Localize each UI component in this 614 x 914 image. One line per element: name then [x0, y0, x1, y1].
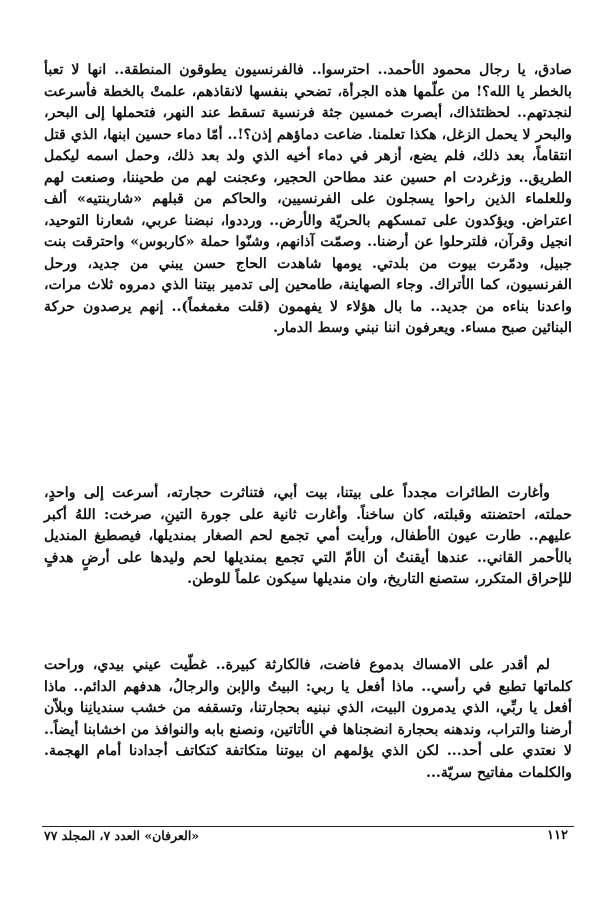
- page-footer: [42, 828, 574, 848]
- paragraph-3-text: لم أقدر على الامساك بدموع فاضت، فالكارثة كبيرة.. غطّيت عيني بيدي، وراحت كلماتها تطبع في رأسي.. ماذا أفعل يا ربي: البيتُ والإبن والرجالُ، هدفهم الدائم.. ماذا أفعل يا ربِّي، الذي يدمرون البيت، الذي نبنيه بحجارتنا، وتسقفه من خشب سنديانِنا وبلاّن أرضنا والتراب، وندهنه بحجارة انضجناها في الأتاتين، ونصنع بابه والنوافذ من اخشابنا أيضاً.. لا نعتدي على أحد... لكن الذي يؤلمهم ان بيوتنا متكاتفة كتكاتف أجدادنا أمام الهجمة. والكلمات مفاتيح سريّة...: [44, 657, 572, 781]
- paragraph-2: [44, 483, 572, 591]
- paragraph-3: [44, 655, 572, 784]
- journal-reference: «العرفان» العدد ٧، المجلد ٧٧: [44, 828, 200, 843]
- page-number: ١١٢: [547, 828, 568, 843]
- paragraph-1-text: صادق، يا رجال محمود الأحمد.. احترسوا.. فالفرنسيون يطوقون المنطقة.. انها لا تعبأ بالخطر يا الله؟! من علّمها هذه الجرأة، تضحي بنفسها لانقاذهم، علمتْ بالخطة فأسرعت لنجدتهم.. لحظتئذاك، أبصرت خمسين جثة فرنسية تسقط عند النهر، فتحملها إلى البحر، والبحر لا يحمل الزغل، هكذا تعلمنا. ضاعت دماؤهم إذن؟!.. أمّا دماء حسين ابنها، الذي قتل انتقاماً، بعد ذلك، فلم يضع، أزهر في دماء أخيه الذي ولد بعد ذلك، وحمل اسمه ليكمل الطريق.. وزغردت ام حسين عند مطاحن الحجير، وعجنت لهم من طحيننا، وصنعت لهم وللعلماء الذين راحوا يسجلون على الفرنسيين، والحاكم من قبلهم «شاربنتيه» ألف اعتراض. ويؤكدون على تمسكهم بالحريّة والأرض.. ورددوا، نبضنا عربي، شعارنا التوحيد، انجيل وقرآن، فلترحلوا عن أرضنا.. وصمّت آذانهم، وشنّوا حملة «كاربوس» واحترقت بنت جبيل، ودمّرت بيوت من بلدتي. يومها شاهدت الحاج حسن يبني من جديد، ورحل الفرنسيون، كما الأتراك. وجاء الصهاينة، طامحين إلى تدمير بيتنا الذي دمروه ثلاث مرات، واعدنا بناءه من جديد.. ما بال هؤلاء لا يفهمون (قلت مغمغماً).. إنهم يرصدون حركة البنائين صبح مساء. ويعرفون اننا نبني وسط الدمار.: [44, 62, 572, 336]
- footer-divider: [42, 826, 574, 827]
- paragraph-1: [44, 60, 572, 340]
- paragraph-2-text: وأغارت الطائرات مجدداً على بيتنا، بيت أبي، فتناثرت حجارته، أسرعت إلى واحدٍ، حملته، احتضنته وقبلته، كان ساخناً. وأغارت ثانية على جورة التينِ، صرخت: اللهُ أكبر عليهم.. طارت عيون الأطفال، ورأيت أمي تجمع لحم الصغار بمنديلها، فيصطبغ المنديل بالأحمر القاني.. عندها أيقنتُ أن الأمّ التي تجمع بمنديلها لحم وليدها على أرضٍ هدفٍ للإحراق المتكرر، ستصنع التاريخ، وان منديلها سيكون علماً للوطن.: [44, 485, 572, 587]
